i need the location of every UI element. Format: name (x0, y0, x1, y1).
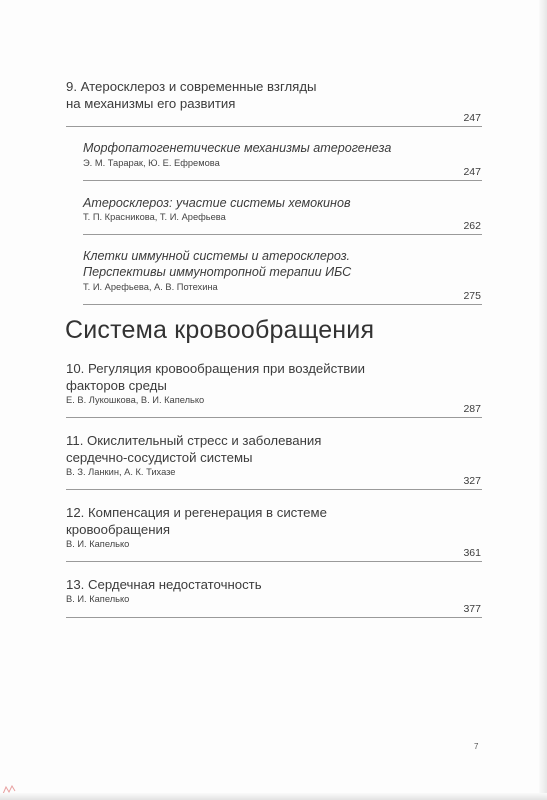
subchapter-2-authors: Т. П. Красникова, Т. И. Арефьева (83, 212, 226, 222)
chapter-12-authors: В. И. Капелько (66, 539, 130, 549)
section-title: Система кровообращения (65, 316, 375, 344)
chapter-12-title-line2: кровообращения (66, 522, 171, 537)
subchapter-1-authors: Э. М. Тарарак, Ю. Е. Ефремова (83, 158, 220, 168)
page-edge-shadow (0, 793, 547, 800)
subchapter-1-title: Морфопатогенетические механизмы атерогенеза (83, 141, 392, 155)
divider (66, 417, 482, 418)
chapter-12-page: 361 (463, 547, 481, 559)
chapter-10-title-line1: 10. Регуляция кровообращения при воздействии (66, 361, 365, 376)
subchapter-3-title-line1: Клетки иммунной системы и атеросклероз. (83, 249, 351, 263)
subchapter-3-page: 275 (463, 290, 481, 302)
chapter-13-page: 377 (463, 603, 481, 615)
subchapter-3-authors: Т. И. Арефьева, А. В. Потехина (83, 282, 218, 292)
page-number: 7 (474, 742, 479, 751)
subchapter-3-title-line2: Перспективы иммунотропной терапии ИБС (83, 265, 352, 279)
chapter-11-title-line2: сердечно-сосудистой системы (66, 450, 253, 465)
page-edge-shadow (539, 0, 547, 800)
chapter-13-title: 13. Сердечная недостаточность (66, 577, 262, 592)
chapter-11-page: 327 (463, 475, 481, 487)
chapter-10-authors: Е. В. Лукошкова, В. И. Капелько (66, 395, 205, 405)
subchapter-2-title: Атеросклероз: участие системы хемокинов (83, 196, 351, 210)
chapter-10-title-line2: факторов среды (66, 378, 167, 393)
chapter-11-title-line1: 11. Окислительный стресс и заболевания (66, 433, 322, 448)
subchapter-2-page: 262 (463, 220, 481, 232)
divider (66, 617, 482, 618)
chapter-12-title-line1: 12. Компенсация и регенерация в системе (66, 505, 327, 520)
divider (83, 180, 482, 181)
divider (83, 234, 482, 235)
divider (66, 561, 482, 562)
chapter-10-page: 287 (463, 403, 481, 415)
chapter-9-page: 247 (463, 112, 481, 124)
divider (66, 489, 482, 490)
divider (83, 304, 482, 305)
chapter-11-authors: В. З. Ланкин, А. К. Тихазе (66, 467, 176, 477)
divider (66, 126, 482, 127)
subchapter-1-page: 247 (463, 166, 481, 178)
chapter-13-authors: В. И. Капелько (66, 594, 130, 604)
chapter-9-title-line2: на механизмы его развития (66, 96, 236, 111)
chapter-9-title-line1: 9. Атеросклероз и современные взгляды (66, 79, 317, 94)
